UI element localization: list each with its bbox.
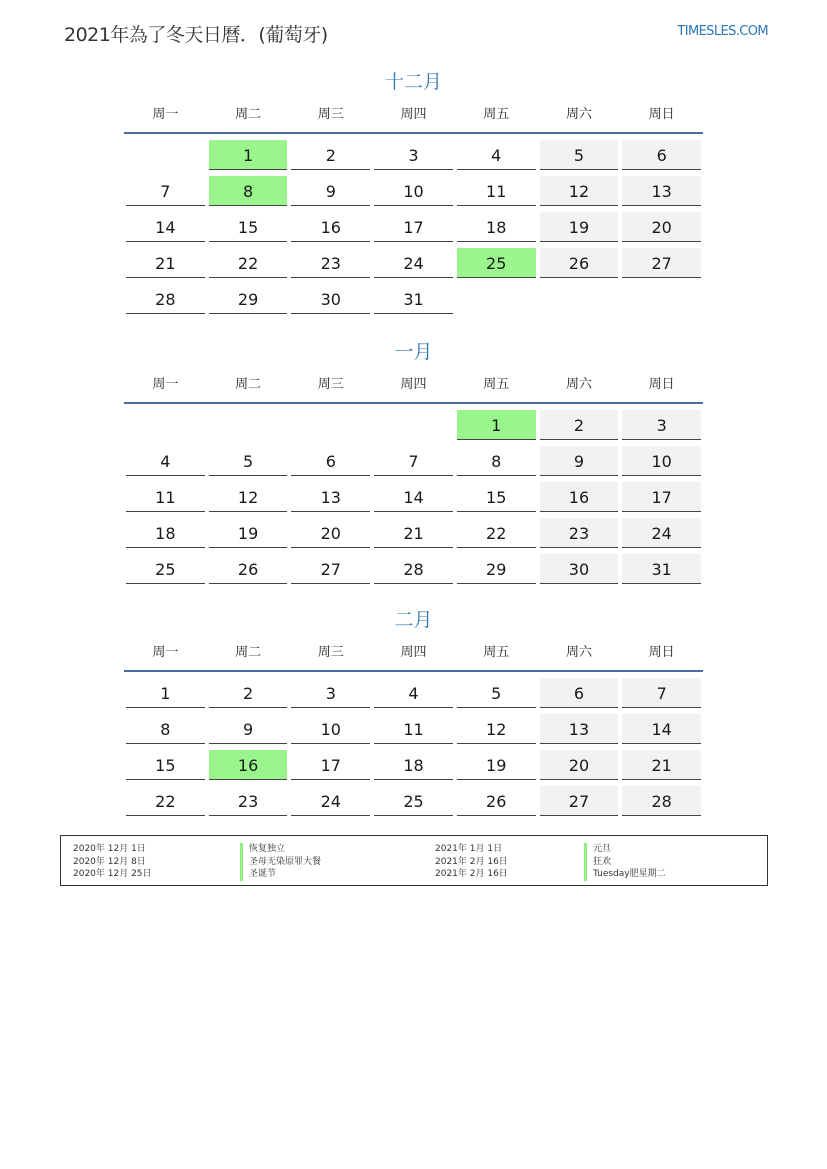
day-cell: 2 [291, 140, 370, 170]
day-cell: 14 [622, 714, 701, 744]
week-row [124, 176, 703, 212]
header-divider [124, 402, 703, 404]
month-block [124, 606, 703, 822]
holiday-day-cell: 16 [209, 750, 288, 780]
day-cell: 31 [622, 554, 701, 584]
day-grid [124, 140, 703, 320]
day-cell: 19 [457, 750, 536, 780]
day-cell: 21 [622, 750, 701, 780]
week-row [124, 410, 703, 446]
day-cell: 15 [457, 482, 536, 512]
day-cell: 28 [374, 554, 453, 584]
day-cell: 2 [209, 678, 288, 708]
day-grid [124, 678, 703, 822]
day-cell: 10 [622, 446, 701, 476]
day-cell: 5 [457, 678, 536, 708]
day-cell: 26 [457, 786, 536, 816]
header-divider [124, 670, 703, 672]
day-cell: 13 [622, 176, 701, 206]
day-cell: 9 [540, 446, 619, 476]
legend-date: 2021年 1月 1日 [435, 844, 503, 854]
day-cell: 8 [457, 446, 536, 476]
day-cell: 11 [374, 714, 453, 744]
day-cell: 10 [374, 176, 453, 206]
weekday-label: 周五 [483, 645, 510, 660]
day-cell: 3 [374, 140, 453, 170]
week-row [124, 518, 703, 554]
day-cell: 16 [291, 212, 370, 242]
weekday-label: 周四 [400, 377, 427, 392]
day-cell: 29 [457, 554, 536, 584]
day-cell: 25 [126, 554, 205, 584]
day-cell: 26 [209, 554, 288, 584]
day-cell: 3 [622, 410, 701, 440]
holiday-day-cell: 1 [209, 140, 288, 170]
holiday-day-cell: 8 [209, 176, 288, 206]
day-cell: 27 [622, 248, 701, 278]
day-cell: 24 [622, 518, 701, 548]
day-cell: 15 [126, 750, 205, 780]
legend-date: 2020年 12月 8日 [73, 856, 146, 867]
holiday-day-cell: 1 [457, 410, 536, 440]
legend-holiday-name: 圣母无染原罪大餐 [240, 856, 321, 869]
day-cell: 12 [540, 176, 619, 206]
day-cell: 12 [209, 482, 288, 512]
legend-dates-left [73, 843, 152, 881]
day-cell: 17 [291, 750, 370, 780]
month-name: 二月 [394, 609, 433, 631]
day-cell: 23 [291, 248, 370, 278]
day-cell: 27 [540, 786, 619, 816]
week-row [124, 140, 703, 176]
weekday-label: 周二 [235, 377, 262, 392]
day-cell: 12 [457, 714, 536, 744]
weekday-header [124, 372, 703, 398]
day-cell: 25 [374, 786, 453, 816]
day-cell: 9 [209, 714, 288, 744]
day-cell: 13 [540, 714, 619, 744]
legend-date: 2020年 12月 25日 [73, 869, 152, 879]
week-row [124, 750, 703, 786]
weekday-label: 周日 [648, 107, 675, 122]
weekday-label: 周四 [400, 645, 427, 660]
week-row [124, 554, 703, 590]
day-cell: 14 [126, 212, 205, 242]
day-cell: 27 [291, 554, 370, 584]
day-cell: 20 [622, 212, 701, 242]
legend-holiday-name: 圣诞节 [240, 868, 321, 881]
day-cell: 7 [374, 446, 453, 476]
day-cell: 20 [540, 750, 619, 780]
day-cell: 21 [126, 248, 205, 278]
day-cell: 30 [291, 284, 370, 314]
day-cell: 24 [374, 248, 453, 278]
day-cell: 24 [291, 786, 370, 816]
day-cell: 7 [622, 678, 701, 708]
day-cell: 7 [126, 176, 205, 206]
day-cell: 19 [209, 518, 288, 548]
weekday-label: 周日 [648, 377, 675, 392]
week-row [124, 248, 703, 284]
day-cell: 11 [457, 176, 536, 206]
empty-day-cell [126, 140, 205, 170]
weekday-label: 周四 [400, 107, 427, 122]
legend-dates-right [435, 843, 508, 881]
header-divider [124, 132, 703, 134]
weekday-label: 周六 [565, 377, 592, 392]
empty-day-cell [209, 410, 288, 440]
day-cell: 22 [457, 518, 536, 548]
day-cell: 2 [540, 410, 619, 440]
day-cell: 19 [540, 212, 619, 242]
legend-holiday-name: 恢复独立 [240, 843, 321, 856]
legend-holiday-name: Tuesday肥星期二 [584, 868, 666, 881]
weekday-label: 周二 [235, 107, 262, 122]
day-cell: 11 [126, 482, 205, 512]
weekday-label: 周五 [483, 377, 510, 392]
weekday-label: 周一 [152, 645, 179, 660]
day-cell: 6 [291, 446, 370, 476]
legend-holiday-name: 狂欢 [584, 856, 666, 869]
weekday-label: 周六 [565, 107, 592, 122]
empty-day-cell [622, 284, 701, 314]
legend-names-left [240, 843, 321, 881]
day-cell: 4 [126, 446, 205, 476]
day-cell: 8 [126, 714, 205, 744]
day-cell: 23 [209, 786, 288, 816]
week-row [124, 714, 703, 750]
month-name: 十二月 [384, 71, 442, 93]
weekday-label: 周三 [317, 107, 344, 122]
weekday-label: 周三 [317, 377, 344, 392]
legend-holiday-name: 元旦 [584, 843, 666, 856]
page-title: 2021年為了冬天日曆．(葡萄牙) [64, 24, 328, 46]
weekday-header [124, 102, 703, 128]
holiday-day-cell: 25 [457, 248, 536, 278]
legend-date: 2021年 2月 16日 [435, 869, 508, 879]
week-row [124, 212, 703, 248]
empty-day-cell [126, 410, 205, 440]
day-cell: 14 [374, 482, 453, 512]
empty-day-cell [291, 410, 370, 440]
day-cell: 4 [457, 140, 536, 170]
day-cell: 5 [540, 140, 619, 170]
week-row [124, 786, 703, 822]
day-cell: 28 [622, 786, 701, 816]
weekday-header [124, 640, 703, 666]
day-cell: 22 [209, 248, 288, 278]
day-cell: 21 [374, 518, 453, 548]
empty-day-cell [457, 284, 536, 314]
day-cell: 6 [622, 140, 701, 170]
weekday-label: 周一 [152, 107, 179, 122]
site-link[interactable]: TIMESLES.COM [677, 24, 768, 39]
day-cell: 16 [540, 482, 619, 512]
legend-names-right [584, 843, 666, 881]
day-cell: 22 [126, 786, 205, 816]
day-cell: 18 [457, 212, 536, 242]
day-grid [124, 410, 703, 590]
empty-day-cell [374, 410, 453, 440]
day-cell: 28 [126, 284, 205, 314]
day-cell: 4 [374, 678, 453, 708]
day-cell: 17 [622, 482, 701, 512]
day-cell: 5 [209, 446, 288, 476]
day-cell: 31 [374, 284, 453, 314]
day-cell: 18 [126, 518, 205, 548]
week-row [124, 446, 703, 482]
day-cell: 18 [374, 750, 453, 780]
day-cell: 10 [291, 714, 370, 744]
holiday-legend [60, 835, 768, 886]
day-cell: 15 [209, 212, 288, 242]
weekday-label: 周二 [235, 645, 262, 660]
weekday-label: 周日 [648, 645, 675, 660]
legend-date: 2020年 12月 1日 [73, 844, 146, 854]
day-cell: 1 [126, 678, 205, 708]
weekday-label: 周五 [483, 107, 510, 122]
week-row [124, 284, 703, 320]
day-cell: 29 [209, 284, 288, 314]
day-cell: 26 [540, 248, 619, 278]
day-cell: 17 [374, 212, 453, 242]
day-cell: 20 [291, 518, 370, 548]
week-row [124, 678, 703, 714]
weekday-label: 周一 [152, 377, 179, 392]
week-row [124, 482, 703, 518]
day-cell: 3 [291, 678, 370, 708]
day-cell: 23 [540, 518, 619, 548]
day-cell: 30 [540, 554, 619, 584]
month-block [124, 338, 703, 590]
legend-date: 2021年 2月 16日 [435, 856, 508, 867]
weekday-label: 周六 [565, 645, 592, 660]
month-block [124, 68, 703, 320]
weekday-label: 周三 [317, 645, 344, 660]
day-cell: 6 [540, 678, 619, 708]
day-cell: 13 [291, 482, 370, 512]
month-name: 一月 [394, 341, 433, 363]
day-cell: 9 [291, 176, 370, 206]
empty-day-cell [540, 284, 619, 314]
